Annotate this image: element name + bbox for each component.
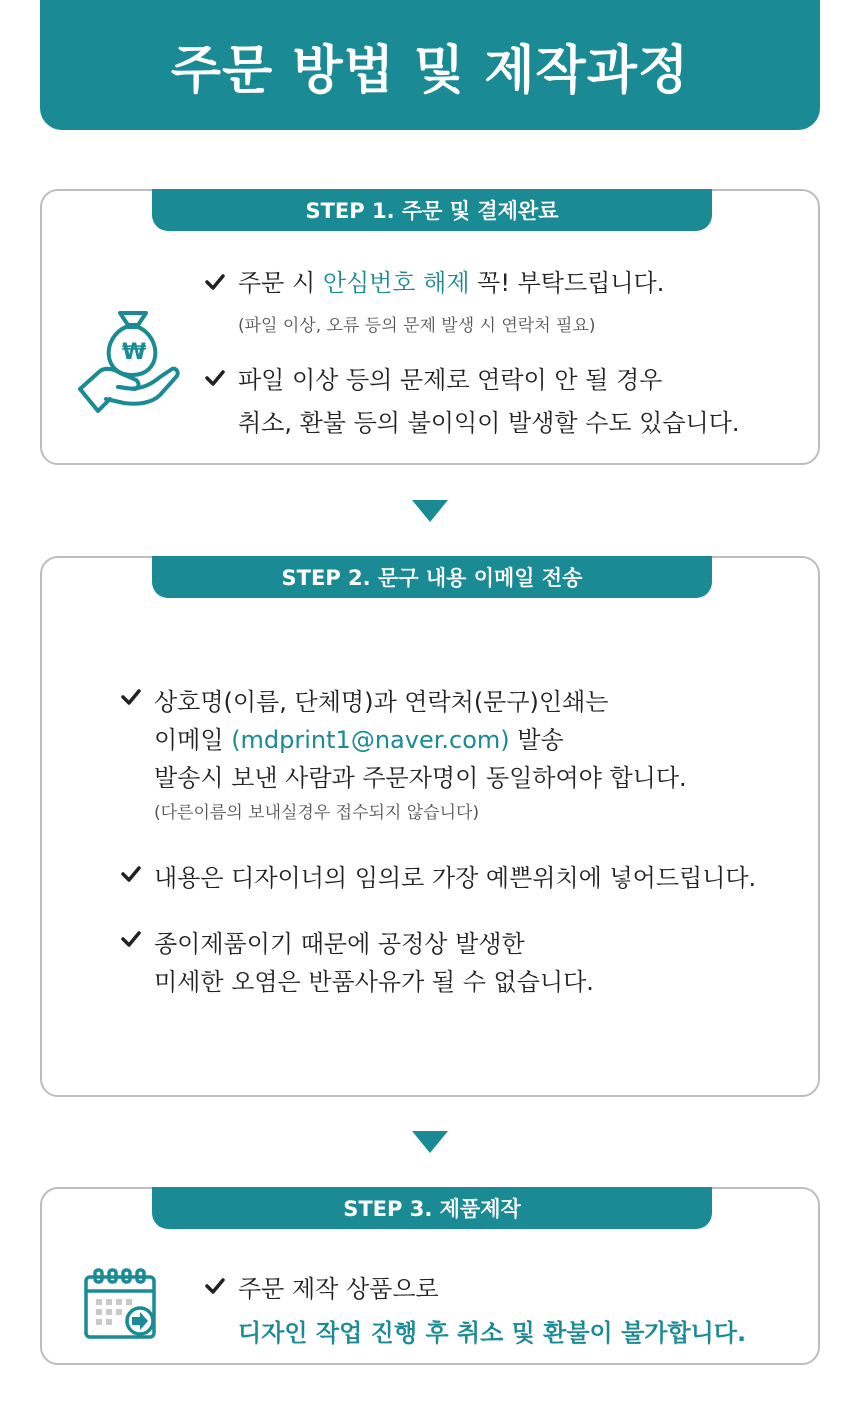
down-arrow-icon xyxy=(412,1131,448,1153)
check-icon xyxy=(120,863,142,885)
step1-card xyxy=(40,189,820,465)
step2-item1-line2 xyxy=(154,720,564,755)
step2-card xyxy=(40,556,820,1097)
check-icon xyxy=(204,271,226,293)
step2-item1-line2-text-end: 발송 xyxy=(509,726,564,754)
email-address: (mdprint1@naver.com) xyxy=(231,726,510,754)
step2-item1-note: (다른이름의 보내실경우 접수되지 않습니다) xyxy=(154,803,480,823)
step1-item1-text: 주문 시 xyxy=(238,269,323,297)
step3-title: STEP 3. 제품제작 xyxy=(152,1187,712,1229)
money-bag-hand-icon xyxy=(76,307,180,419)
step1-title: STEP 1. 주문 및 결제완료 xyxy=(152,189,712,231)
step2-title: STEP 2. 문구 내용 이메일 전송 xyxy=(152,556,712,598)
page-header xyxy=(40,0,820,130)
svg-text:₩: ₩ xyxy=(122,340,147,365)
step1-item1-text-end: 꼭! 부탁드립니다. xyxy=(469,269,665,297)
step2-item2: 내용은 디자이너의 임의로 가장 예쁜위치에 넣어드립니다. xyxy=(154,864,757,892)
calendar-arrow-icon xyxy=(82,1267,162,1343)
step1-item1-note: (파일 이상, 오류 등의 문제 발생 시 연락처 필요) xyxy=(238,316,596,336)
step2-item3-line1: 종이제품이기 때문에 공정상 발생한 xyxy=(154,930,525,958)
check-icon xyxy=(204,367,226,389)
check-icon xyxy=(204,1275,226,1297)
step3-item1-line2: 디자인 작업 진행 후 취소 및 환불이 불가합니다. xyxy=(238,1319,747,1347)
check-icon xyxy=(120,686,142,708)
step3-item1-line1: 주문 제작 상품으로 xyxy=(238,1275,439,1303)
down-arrow-icon xyxy=(412,500,448,522)
step1-item2-line1: 파일 이상 등의 문제로 연락이 안 될 경우 xyxy=(238,366,663,394)
page-title: 주문 방법 및 제작과정 xyxy=(170,40,690,101)
step2-item1-line1: 상호명(이름, 단체명)과 연락처(문구)인쇄는 xyxy=(154,688,609,716)
check-icon xyxy=(120,928,142,950)
step3-card xyxy=(40,1187,820,1365)
step2-item1-line3: 발송시 보낸 사람과 주문자명이 동일하여야 합니다. xyxy=(154,764,687,792)
step2-item1-line2-text: 이메일 xyxy=(154,726,232,754)
step1-item1-highlight: 안심번호 해제 xyxy=(322,269,470,297)
step1-item1 xyxy=(238,263,664,298)
step2-item3-line2: 미세한 오염은 반품사유가 될 수 없습니다. xyxy=(154,968,594,996)
step1-item2-line2: 취소, 환불 등의 불이익이 발생할 수도 있습니다. xyxy=(238,409,740,437)
